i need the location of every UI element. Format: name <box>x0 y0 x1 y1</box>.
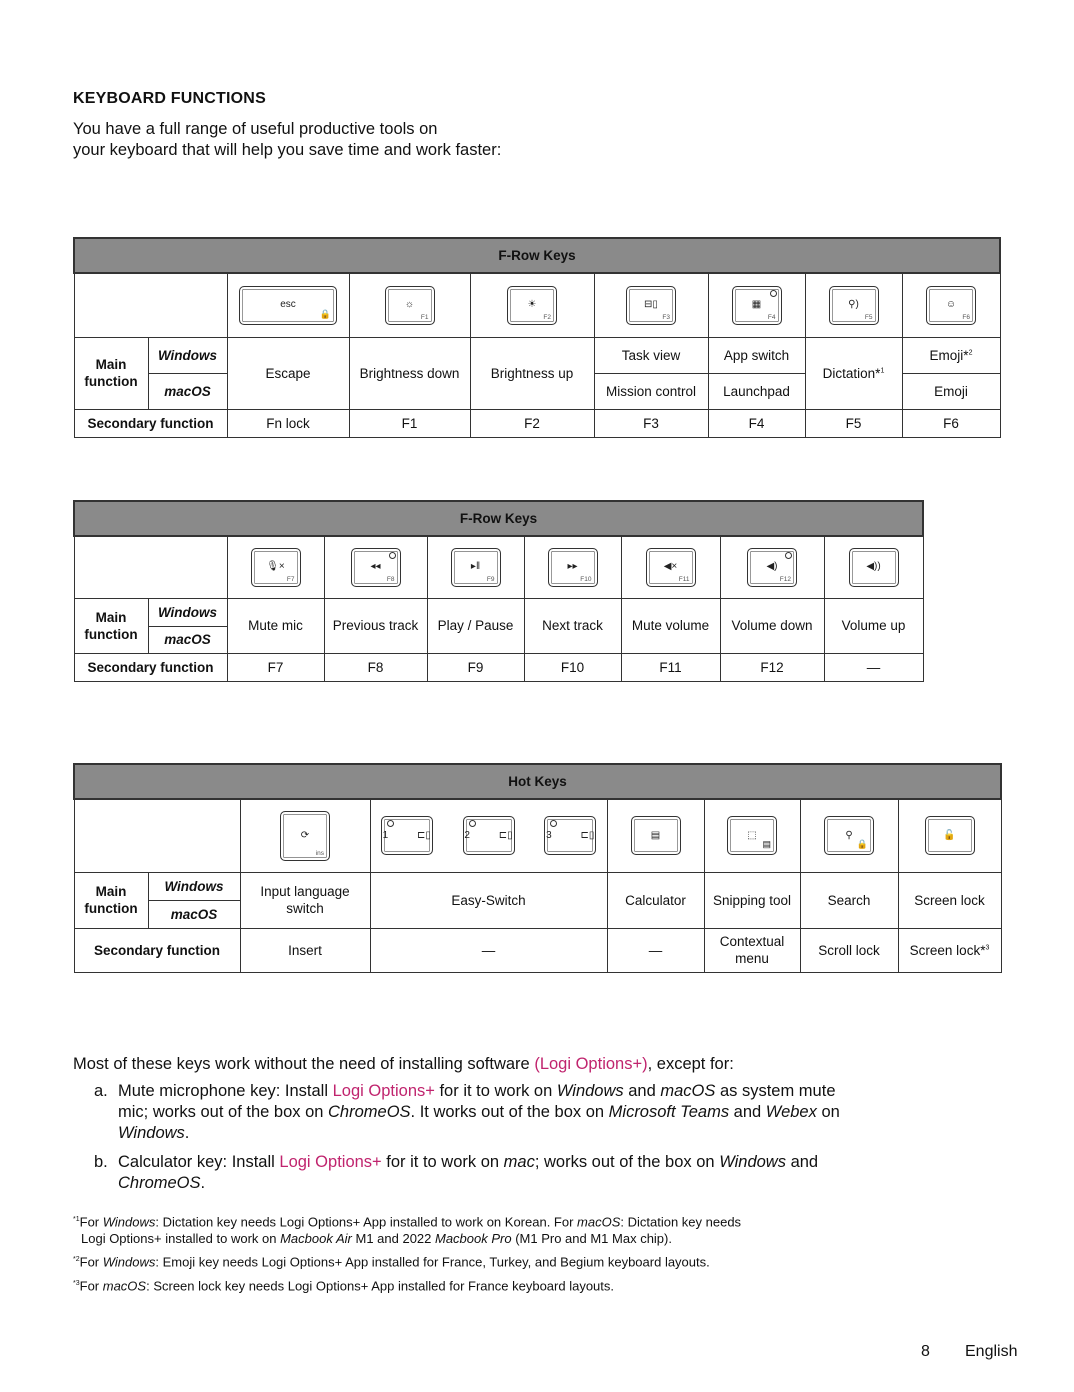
key-cell <box>524 536 621 598</box>
task-view-icon: ⊟▯ F3 <box>626 286 676 325</box>
calculator-icon: ▤ <box>631 816 681 855</box>
input-language-cell: Input language switch <box>240 872 370 928</box>
escape-cell: Escape <box>227 337 349 409</box>
empty-cell <box>74 799 240 872</box>
secondary-cell: — <box>824 653 923 681</box>
task-view-cell: Task view <box>594 337 708 373</box>
brightness-up-icon: ☀ F2 <box>507 286 557 325</box>
macos-label: macOS <box>148 900 240 928</box>
windows-label: Windows <box>148 598 227 626</box>
main-function-cell: Previous track <box>324 598 427 653</box>
play-pause-icon: ▸ǁ F9 <box>451 548 501 587</box>
logi-options-link[interactable]: Logi Options+ <box>332 1082 435 1100</box>
search-icon: ⚲ 🔒 <box>824 816 874 855</box>
search-cell: Search <box>800 872 898 928</box>
esc-key-icon: esc 🔒 <box>239 286 337 325</box>
main-function-cell: Mute mic <box>227 598 324 653</box>
table-title: F-Row Keys <box>74 501 923 536</box>
macos-label: macOS <box>148 373 227 409</box>
secondary-cell: F9 <box>427 653 524 681</box>
emoji-macos-cell: Emoji <box>902 373 1000 409</box>
f-row-keys-table-1 <box>73 237 1001 438</box>
windows-label: Windows <box>148 872 240 900</box>
brightness-down-icon: ☼ F1 <box>385 286 435 325</box>
macos-label: macOS <box>148 626 227 653</box>
key-cell <box>720 536 824 598</box>
secondary-cell: F4 <box>708 409 805 437</box>
key-cell <box>621 536 720 598</box>
next-track-icon: ▸▸ F10 <box>548 548 598 587</box>
secondary-function-label: Secondary function <box>74 928 240 972</box>
secondary-cell: F5 <box>805 409 902 437</box>
snipping-tool-cell: Snipping tool <box>704 872 800 928</box>
secondary-cell: Scroll lock <box>800 928 898 972</box>
dictation-cell: Dictation*$^1$ <box>805 337 902 409</box>
table-title: Hot Keys <box>74 764 1001 799</box>
easy-switch-1-icon: 1 ⊏▯ <box>381 816 433 855</box>
intro-line-2: your keyboard that will help you save time and work faster: <box>73 141 502 159</box>
footnote-1: $^{*1}$For Windows: Dictation key needs Logi Options+ App installed to work on Korean. For macOS: Dictation key needs Logi Options+ installed to work on Macbook Air M1 and 2022 Macbook Pro (M1 Pro and M1 Max chip). <box>73 1214 742 1247</box>
main-function-cell: Volume up <box>824 598 923 653</box>
secondary-cell: Insert <box>240 928 370 972</box>
language-label: English <box>965 1343 1018 1360</box>
emoji-icon: ☺ F6 <box>926 286 976 325</box>
snipping-tool-icon: ⬚ ▤ <box>727 816 777 855</box>
key-cell <box>800 799 898 872</box>
key-cell <box>898 799 1001 872</box>
main-function-cell: Mute volume <box>621 598 720 653</box>
secondary-cell: Contextual menu <box>704 928 800 972</box>
key-cell <box>227 273 349 337</box>
main-function-label: Main function <box>74 337 148 409</box>
secondary-cell: Screen lock*$^3$ <box>898 928 1001 972</box>
main-function-label: Main function <box>74 872 148 928</box>
app-switch-icon: ▦ F4 <box>732 286 782 325</box>
brightness-up-cell: Brightness up <box>470 337 594 409</box>
key-cell <box>324 536 427 598</box>
body-paragraph: Most of these keys work without the need of installing software (Logi Options+), except for: <box>73 1055 734 1073</box>
empty-cell <box>74 273 227 337</box>
lock-icon: 🔒 <box>856 839 868 850</box>
intro-text <box>73 119 593 161</box>
screen-lock-icon: 🔓 <box>925 816 975 855</box>
secondary-cell: F2 <box>470 409 594 437</box>
footnote-3: $^{*3}$For macOS: Screen lock key needs Logi Options+ App installed for France keyboard layouts. <box>73 1278 614 1294</box>
list-item: b. Calculator key: Install Logi Options+ for it to work on mac; works out of the box on Windows and ChromeOS. <box>94 1153 819 1192</box>
mute-volume-icon: ◀× F11 <box>646 548 696 587</box>
volume-down-icon: ◀) F12 <box>747 548 797 587</box>
intro-line-1: You have a full range of useful productive tools on <box>73 120 438 138</box>
secondary-cell: F12 <box>720 653 824 681</box>
dictation-icon: ⚲) F5 <box>829 286 879 325</box>
key-cell <box>704 799 800 872</box>
key-cell <box>427 536 524 598</box>
list-item: a. Mute microphone key: Install Logi Options+ for it to work on Windows and macOS as system mute mic; works out of the box on ChromeOS. It works out of the box on Microsoft Teams and Webex on Windows. <box>94 1082 840 1142</box>
lock-icon: 🔒 <box>319 308 331 319</box>
easy-switch-3-icon: 3 ⊏▯ <box>544 816 596 855</box>
mute-mic-icon: 🎙× F7 <box>251 548 301 587</box>
brightness-down-cell: Brightness down <box>349 337 470 409</box>
main-function-cell: Volume down <box>720 598 824 653</box>
key-cell <box>607 799 704 872</box>
main-function-cell: Play / Pause <box>427 598 524 653</box>
key-cell <box>902 273 1000 337</box>
easy-switch-2-icon: 2 ⊏▯ <box>463 816 515 855</box>
easy-switch-cell: Easy-Switch <box>370 872 607 928</box>
page-number: 8 <box>921 1343 930 1360</box>
empty-cell <box>74 536 227 598</box>
screen-lock-cell: Screen lock <box>898 872 1001 928</box>
secondary-function-label: Secondary function <box>74 409 227 437</box>
secondary-cell: F7 <box>227 653 324 681</box>
logi-options-link[interactable]: Logi Options+ <box>279 1153 382 1171</box>
key-cell <box>349 273 470 337</box>
exception-list <box>73 1081 873 1194</box>
launchpad-cell: Launchpad <box>708 373 805 409</box>
menu-icon: ▤ <box>762 839 771 850</box>
footnote-2: $^{*2}$For Windows: Emoji key needs Logi Options+ App installed for France, Turkey, and Begium keyboard layouts. <box>73 1254 710 1270</box>
mission-control-cell: Mission control <box>594 373 708 409</box>
main-function-cell: Next track <box>524 598 621 653</box>
key-cell <box>240 799 370 872</box>
key-cell <box>370 799 607 872</box>
key-cell <box>594 273 708 337</box>
key-cell <box>470 273 594 337</box>
input-language-icon: ⟳ ins <box>280 811 330 861</box>
page-heading: KEYBOARD FUNCTIONS <box>73 90 266 107</box>
app-switch-cell: App switch <box>708 337 805 373</box>
secondary-function-label: Secondary function <box>74 653 227 681</box>
calculator-cell: Calculator <box>607 872 704 928</box>
secondary-cell: F10 <box>524 653 621 681</box>
logi-options-link[interactable]: (Logi Options+) <box>534 1055 648 1073</box>
f-row-keys-table-2 <box>73 500 924 682</box>
secondary-cell: F1 <box>349 409 470 437</box>
secondary-cell: F8 <box>324 653 427 681</box>
hot-keys-table <box>73 763 1002 973</box>
secondary-cell: F6 <box>902 409 1000 437</box>
emoji-windows-cell: Emoji*$^2$ <box>902 337 1000 373</box>
volume-up-icon: ◀)) <box>849 548 899 587</box>
secondary-cell: F3 <box>594 409 708 437</box>
key-cell <box>805 273 902 337</box>
key-cell <box>227 536 324 598</box>
table-title: F-Row Keys <box>74 238 1000 273</box>
main-function-label: Main function <box>74 598 148 653</box>
secondary-cell: — <box>370 928 607 972</box>
secondary-cell: F11 <box>621 653 720 681</box>
previous-track-icon: ◂◂ F8 <box>351 548 401 587</box>
secondary-cell: — <box>607 928 704 972</box>
key-cell <box>824 536 923 598</box>
key-cell <box>708 273 805 337</box>
secondary-cell: Fn lock <box>227 409 349 437</box>
windows-label: Windows <box>148 337 227 373</box>
body-text <box>73 1054 873 1202</box>
